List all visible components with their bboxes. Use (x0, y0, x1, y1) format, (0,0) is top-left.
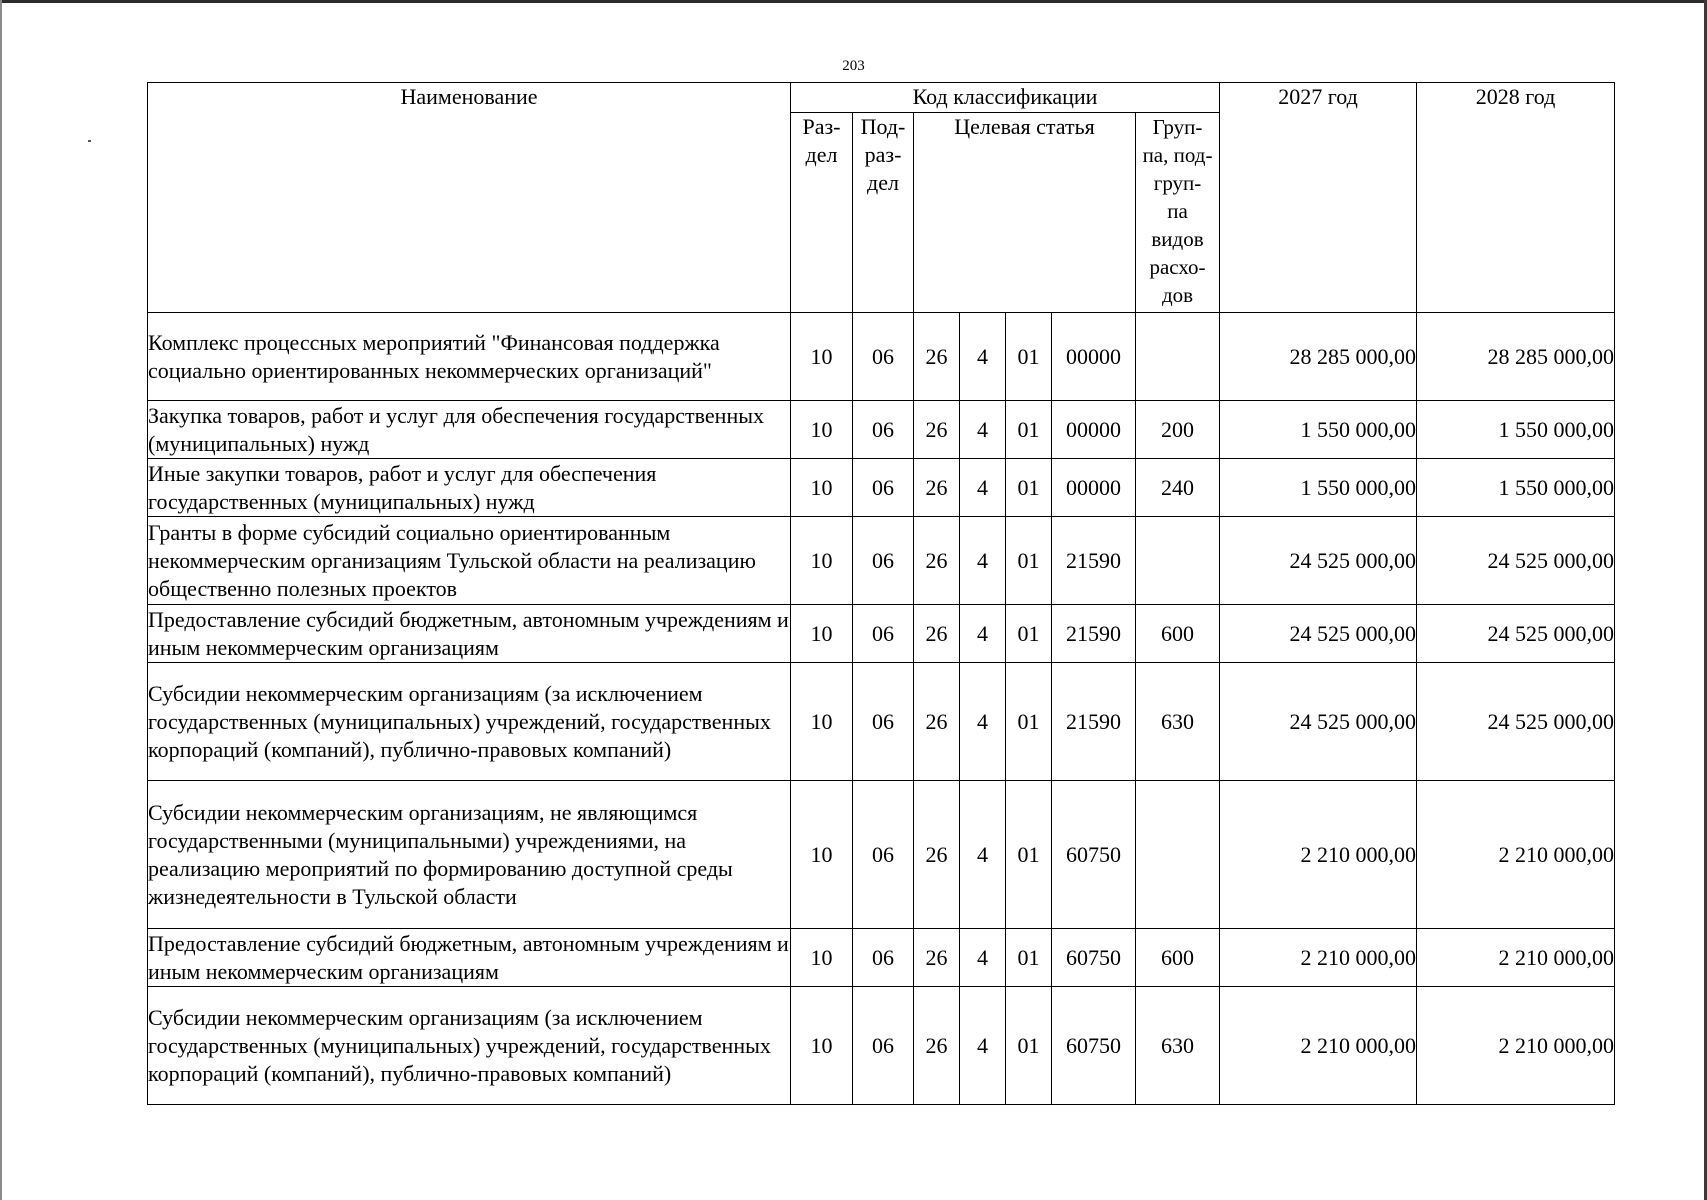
row-name: Иные закупки товаров, работ и услуг для обеспечения государственных (муниципальных) нужд (148, 459, 791, 517)
row-name: Закупка товаров, работ и услуг для обеспечения государственных (муниципальных) нужд (148, 401, 791, 459)
header-year-2028: 2028 год (1417, 83, 1615, 313)
table-row (148, 517, 1615, 605)
row-subsection: 06 (853, 401, 914, 459)
header-subsection: Под- раз- дел (853, 113, 914, 313)
header-section: Раз- дел (791, 113, 853, 313)
row-amount-2027: 2 210 000,00 (1220, 781, 1417, 929)
header-classification: Код классификации (791, 83, 1220, 113)
row-amount-2027: 1 550 000,00 (1220, 401, 1417, 459)
header-target-article: Целевая статья (914, 113, 1136, 313)
table-row (148, 401, 1615, 459)
row-section: 10 (791, 929, 853, 987)
row-target-program: 26 (914, 313, 960, 401)
row-section: 10 (791, 517, 853, 605)
row-amount-2028: 2 210 000,00 (1417, 987, 1615, 1105)
row-amount-2027: 24 525 000,00 (1220, 517, 1417, 605)
row-target-direction: 60750 (1052, 781, 1136, 929)
row-target-program: 26 (914, 517, 960, 605)
row-target-direction: 21590 (1052, 663, 1136, 781)
row-subsection: 06 (853, 517, 914, 605)
row-amount-2028: 1 550 000,00 (1417, 459, 1615, 517)
row-section: 10 (791, 459, 853, 517)
row-expense-group: 630 (1136, 663, 1220, 781)
row-target-structure: 01 (1006, 459, 1052, 517)
row-subsection: 06 (853, 781, 914, 929)
table-row (148, 781, 1615, 929)
row-expense-group (1136, 517, 1220, 605)
row-target-program: 26 (914, 663, 960, 781)
row-target-structure: 01 (1006, 929, 1052, 987)
row-target-structure: 01 (1006, 313, 1052, 401)
row-target-program: 26 (914, 459, 960, 517)
row-target-direction: 60750 (1052, 987, 1136, 1105)
row-target-type: 4 (960, 401, 1006, 459)
row-amount-2028: 2 210 000,00 (1417, 929, 1615, 987)
row-target-program: 26 (914, 929, 960, 987)
row-amount-2028: 1 550 000,00 (1417, 401, 1615, 459)
row-subsection: 06 (853, 459, 914, 517)
table-row (148, 663, 1615, 781)
row-target-structure: 01 (1006, 401, 1052, 459)
header-year-2027: 2027 год (1220, 83, 1417, 313)
row-amount-2027: 2 210 000,00 (1220, 987, 1417, 1105)
row-name: Субсидии некоммерческим организациям, не являющимся государственными (муниципальными) учреждениями, на реализацию мероприятий по формированию доступной среды жизнедеятельности в Тульской области (148, 781, 791, 929)
row-subsection: 06 (853, 663, 914, 781)
row-target-program: 26 (914, 781, 960, 929)
row-target-program: 26 (914, 401, 960, 459)
row-expense-group: 630 (1136, 987, 1220, 1105)
row-target-type: 4 (960, 459, 1006, 517)
row-name: Субсидии некоммерческим организациям (за исключением государственных (муниципальных) учреждений, государственных корпораций (компаний), публично-правовых компаний) (148, 663, 791, 781)
header-expense-group: Груп- па, под- груп- па видов расхо- дов (1136, 113, 1220, 313)
table-row (148, 313, 1615, 401)
row-target-program: 26 (914, 605, 960, 663)
row-target-direction: 00000 (1052, 459, 1136, 517)
page-number: 203 (842, 58, 865, 74)
table-row (148, 929, 1615, 987)
scan-speck (88, 140, 91, 142)
row-target-program: 26 (914, 987, 960, 1105)
row-target-direction: 21590 (1052, 517, 1136, 605)
row-expense-group (1136, 313, 1220, 401)
row-target-structure: 01 (1006, 987, 1052, 1105)
row-section: 10 (791, 605, 853, 663)
row-amount-2028: 24 525 000,00 (1417, 663, 1615, 781)
row-amount-2027: 24 525 000,00 (1220, 663, 1417, 781)
row-amount-2028: 24 525 000,00 (1417, 517, 1615, 605)
row-amount-2028: 28 285 000,00 (1417, 313, 1615, 401)
row-name: Предоставление субсидий бюджетным, автономным учреждениям и иным некоммерческим организациям (148, 605, 791, 663)
row-target-structure: 01 (1006, 605, 1052, 663)
row-amount-2027: 2 210 000,00 (1220, 929, 1417, 987)
row-target-structure: 01 (1006, 517, 1052, 605)
table-row (148, 605, 1615, 663)
header-row-top (148, 83, 1615, 113)
row-target-structure: 01 (1006, 663, 1052, 781)
row-target-structure: 01 (1006, 781, 1052, 929)
row-amount-2027: 1 550 000,00 (1220, 459, 1417, 517)
row-target-direction: 00000 (1052, 401, 1136, 459)
row-section: 10 (791, 781, 853, 929)
row-subsection: 06 (853, 605, 914, 663)
row-target-type: 4 (960, 605, 1006, 663)
header-name: Наименование (148, 83, 791, 313)
budget-table (147, 82, 1615, 1105)
row-section: 10 (791, 663, 853, 781)
row-target-type: 4 (960, 781, 1006, 929)
table-row (148, 987, 1615, 1105)
row-target-direction: 60750 (1052, 929, 1136, 987)
row-expense-group: 200 (1136, 401, 1220, 459)
row-amount-2028: 2 210 000,00 (1417, 781, 1615, 929)
row-subsection: 06 (853, 313, 914, 401)
table-row (148, 459, 1615, 517)
row-section: 10 (791, 987, 853, 1105)
row-target-type: 4 (960, 929, 1006, 987)
row-expense-group: 600 (1136, 929, 1220, 987)
row-section: 10 (791, 313, 853, 401)
row-amount-2027: 24 525 000,00 (1220, 605, 1417, 663)
row-amount-2027: 28 285 000,00 (1220, 313, 1417, 401)
row-section: 10 (791, 401, 853, 459)
row-target-type: 4 (960, 313, 1006, 401)
row-expense-group (1136, 781, 1220, 929)
row-target-direction: 00000 (1052, 313, 1136, 401)
row-subsection: 06 (853, 987, 914, 1105)
scan-edge-top (0, 0, 1707, 3)
row-target-direction: 21590 (1052, 605, 1136, 663)
row-target-type: 4 (960, 663, 1006, 781)
row-target-type: 4 (960, 517, 1006, 605)
row-expense-group: 240 (1136, 459, 1220, 517)
row-name: Субсидии некоммерческим организациям (за исключением государственных (муниципальных) учреждений, государственных корпораций (компаний), публично-правовых компаний) (148, 987, 791, 1105)
row-subsection: 06 (853, 929, 914, 987)
row-expense-group: 600 (1136, 605, 1220, 663)
row-name: Гранты в форме субсидий социально ориентированным некоммерческим организациям Тульской области на реализацию общественно полезных проектов (148, 517, 791, 605)
row-target-type: 4 (960, 987, 1006, 1105)
scan-edge-left (0, 0, 2, 1200)
row-name: Предоставление субсидий бюджетным, автономным учреждениям и иным некоммерческим организациям (148, 929, 791, 987)
row-amount-2028: 24 525 000,00 (1417, 605, 1615, 663)
row-name: Комплекс процессных мероприятий "Финансовая поддержка социально ориентированных некоммерческих организаций" (148, 313, 791, 401)
